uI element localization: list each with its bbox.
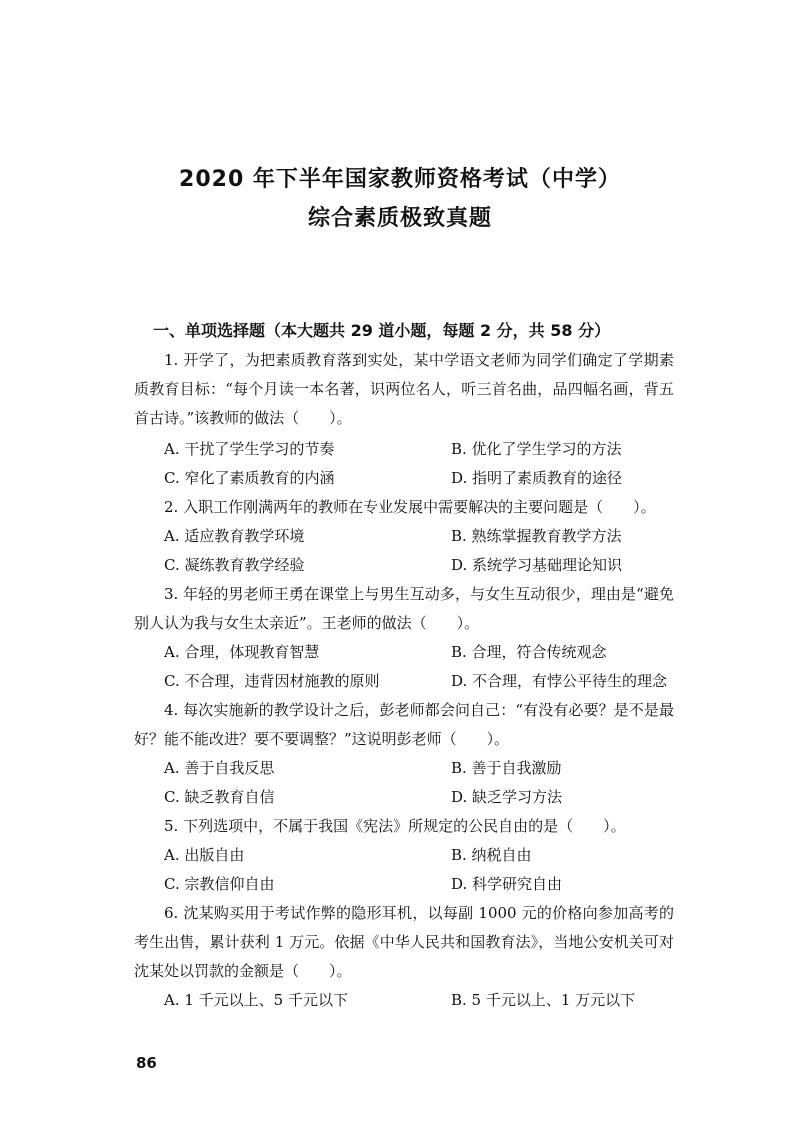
- option-a: A. 出版自由: [164, 846, 245, 864]
- option-d: D. 系统学习基础理论知识: [451, 556, 623, 574]
- option-d: D. 科学研究自由: [451, 875, 563, 893]
- page-title: 2020 年下半年国家教师资格考试（中学）: [179, 167, 621, 192]
- question-5: [134, 812, 674, 841]
- question-4: [134, 696, 674, 754]
- option-b: B. 优化了学生学习的方法: [451, 440, 622, 458]
- question-stem: 4. 每次实施新的教学设计之后，彭老师都会问自己：“有没有必要？是不是最好？能不能改进？要不要调整？”这说明彭老师（ ）。: [134, 701, 674, 748]
- option-b: B. 纳税自由: [451, 846, 532, 864]
- option-b: B. 5 千元以上、1 万元以下: [451, 991, 636, 1009]
- option-b: B. 合理，符合传统观念: [451, 643, 607, 661]
- page-subtitle: 综合素质极致真题: [307, 206, 492, 231]
- question-stem: 2. 入职工作刚满两年的教师在专业发展中需要解决的主要问题是（ ）。: [164, 498, 656, 516]
- option-a: A. 合理，体现教育智慧: [164, 643, 320, 661]
- question-stem: 3. 年轻的男老师王勇在课堂上与男生互动多，与女生互动很少，理由是“避免别人认为我与女生太亲近”。王老师的做法（ ）。: [134, 585, 674, 632]
- question-1: [134, 346, 674, 433]
- option-c: C. 缺乏教育自信: [164, 788, 275, 806]
- question-3: [134, 580, 674, 638]
- option-b: B. 善于自我激励: [451, 759, 562, 777]
- option-c: C. 宗教信仰自由: [164, 875, 275, 893]
- option-d: D. 不合理，有悖公平待生的理念: [451, 672, 668, 690]
- option-d: D. 指明了素质教育的途径: [451, 469, 623, 487]
- section-heading: 一、单项选择题（本大题共 29 道小题，每题 2 分，共 58 分）: [153, 321, 611, 340]
- option-c: C. 不合理，违背因材施教的原则: [164, 672, 380, 690]
- question-2: [134, 493, 674, 522]
- option-a: A. 适应教育教学环境: [164, 527, 305, 545]
- page-number: 86: [136, 1054, 157, 1072]
- option-b: B. 熟练掌握教育教学方法: [451, 527, 622, 545]
- question-stem: 6. 沈某购买用于考试作弊的隐形耳机，以每副 1000 元的价格向参加高考的考生出售，累计获利 1 万元。依据《中华人民共和国教育法》，当地公安机关可对沈某处以罚款的金额是（ ）。: [134, 904, 674, 980]
- question-6: [134, 899, 674, 986]
- option-a: A. 干扰了学生学习的节奏: [164, 440, 335, 458]
- question-stem: 5. 下列选项中，不属于我国《宪法》所规定的公民自由的是（ ）。: [164, 817, 626, 835]
- option-a: A. 善于自我反思: [164, 759, 275, 777]
- question-stem: 1. 开学了，为把素质教育落到实处，某中学语文老师为同学们确定了学期素质教育目标：“每个月读一本名著，识两位名人，听三首名曲，品四幅名画，背五首古诗。”该教师的做法（ ）。: [134, 351, 674, 427]
- option-c: C. 窄化了素质教育的内涵: [164, 469, 335, 487]
- option-d: D. 缺乏学习方法: [451, 788, 563, 806]
- option-c: C. 凝练教育教学经验: [164, 556, 305, 574]
- option-a: A. 1 千元以上、5 千元以下: [164, 991, 348, 1009]
